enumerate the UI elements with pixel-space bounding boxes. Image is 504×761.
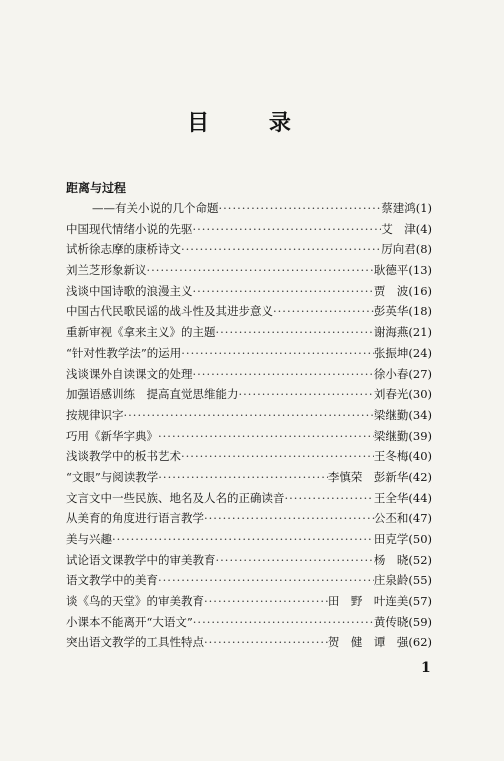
dot-leader xyxy=(158,426,374,447)
entry-page: (4) xyxy=(415,221,432,236)
entry-author: 贺 健 谭 强 xyxy=(327,635,409,650)
entry-title: 巧用《新华字典》 xyxy=(66,428,158,443)
entry-page: (52) xyxy=(408,552,432,567)
dot-leader xyxy=(193,364,374,385)
entry-title: 谈《鸟的天堂》的审美教育 xyxy=(66,594,204,609)
entry-author: 张振坤 xyxy=(373,345,409,360)
entry-title: 浅谈课外自读课文的处理 xyxy=(66,366,193,381)
dot-leader xyxy=(124,405,374,426)
entry-page: (62) xyxy=(408,635,432,650)
toc-entry xyxy=(66,632,432,653)
toc-entry xyxy=(66,384,432,405)
dot-leader xyxy=(181,446,374,467)
entry-page: (1) xyxy=(415,201,432,215)
entry-page: (24) xyxy=(408,345,432,360)
entry-page: (44) xyxy=(408,490,432,505)
entry-page: (16) xyxy=(408,283,432,298)
entry-author: 田 野 叶连美 xyxy=(327,594,409,609)
entry-title: 重新审视《拿来主义》的主题 xyxy=(66,325,216,340)
page-number: 1 xyxy=(421,660,431,676)
entry-page: (13) xyxy=(408,263,432,278)
dot-leader xyxy=(158,570,374,591)
toc-entry xyxy=(66,446,432,467)
entry-author: 黄传晓 xyxy=(373,614,409,629)
dot-leader xyxy=(112,529,374,550)
entry-title: ——有关小说的几个命题 xyxy=(92,201,219,215)
toc-entry xyxy=(66,488,432,509)
entry-title: 从美育的角度进行语言教学 xyxy=(66,511,204,526)
entry-page: (57) xyxy=(408,594,432,609)
entry-title: 中国现代情绪小说的先驱 xyxy=(66,221,193,236)
toc-entry xyxy=(66,301,432,322)
entry-title: 按规律识字 xyxy=(66,407,124,422)
page-title: 目 录 xyxy=(187,110,317,136)
entry-title: 浅谈中国诗歌的浪漫主义 xyxy=(66,283,193,298)
dot-leader xyxy=(204,632,328,653)
toc-entry xyxy=(66,239,432,260)
dot-leader xyxy=(204,508,374,529)
toc-entry xyxy=(66,260,432,281)
toc-entry xyxy=(66,612,432,633)
entry-author: 杨 晓 xyxy=(373,552,409,567)
toc-entry xyxy=(66,343,432,364)
toc-entry xyxy=(66,570,432,591)
entry-title: 突出语文教学的工具性特点 xyxy=(66,635,204,650)
dot-leader xyxy=(204,591,328,612)
entry-title: 文言文中一些民族、地名及人名的正确读音 xyxy=(66,490,285,505)
dot-leader xyxy=(147,260,374,281)
dot-leader xyxy=(193,281,374,302)
entry-title: 语文教学中的美育 xyxy=(66,573,158,588)
entry-title: 美与兴趣 xyxy=(66,532,112,546)
entry-page: (8) xyxy=(415,242,432,257)
entry-author: 彭英华 xyxy=(373,304,409,319)
dot-leader xyxy=(285,488,374,509)
entry-title: 浅谈教学中的板书艺术 xyxy=(66,449,181,464)
entry-author: 徐小春 xyxy=(373,366,409,381)
entry-author: 庄泉龄 xyxy=(373,573,409,588)
dot-leader xyxy=(216,550,374,571)
table-of-contents xyxy=(66,178,432,653)
entry-author: 公丕和 xyxy=(373,511,409,526)
entry-author: 王全华 xyxy=(373,490,409,505)
entry-author: 田克学 xyxy=(373,532,409,546)
toc-entry xyxy=(66,550,432,571)
dot-leader xyxy=(181,343,374,364)
dot-leader xyxy=(219,198,382,219)
entry-page: (42) xyxy=(408,469,432,484)
entry-title: 小课本不能离开“大语文” xyxy=(66,614,193,629)
entry-page: (59) xyxy=(408,614,432,629)
entry-page: (55) xyxy=(408,573,432,588)
entry-page: (27) xyxy=(408,366,432,381)
dot-leader xyxy=(193,612,374,633)
entry-page: (47) xyxy=(408,511,432,526)
dot-leader xyxy=(158,467,328,488)
entry-author: 耿德平 xyxy=(373,263,409,278)
toc-entry xyxy=(66,508,432,529)
entry-page: (30) xyxy=(408,387,432,402)
toc-entry xyxy=(66,281,432,302)
dot-leader xyxy=(239,384,374,405)
entry-author: 梁继勤 xyxy=(373,407,409,422)
entry-author: 厉向君 xyxy=(381,242,416,257)
entry-title: 试析徐志摩的康桥诗文 xyxy=(66,242,181,257)
dot-leader xyxy=(273,301,374,322)
toc-list xyxy=(66,198,432,653)
entry-author: 梁继勤 xyxy=(373,428,409,443)
toc-entry xyxy=(66,219,432,240)
entry-page: (50) xyxy=(408,532,432,546)
entry-author: 李慎荣 彭新华 xyxy=(327,469,409,484)
entry-page: (34) xyxy=(408,407,432,422)
entry-author: 蔡建鸿 xyxy=(381,201,416,215)
entry-title: 试论语文课教学中的审美教育 xyxy=(66,552,216,567)
toc-entry xyxy=(66,529,432,550)
dot-leader xyxy=(193,219,382,240)
toc-entry xyxy=(66,364,432,385)
entry-page: (18) xyxy=(408,304,432,319)
entry-author: 谢海燕 xyxy=(373,325,409,340)
section-heading: 距离与过程 xyxy=(66,181,127,195)
toc-entry xyxy=(66,405,432,426)
entry-author: 王冬梅 xyxy=(373,449,409,464)
entry-title: 加强语感训练 提高直觉思维能力 xyxy=(66,387,239,402)
entry-title: “文眼”与阅读教学 xyxy=(66,469,159,484)
entry-title: 中国古代民歌民谣的战斗性及其进步意义 xyxy=(66,304,273,319)
entry-page: (39) xyxy=(408,428,432,443)
entry-title: “针对性教学法”的运用 xyxy=(66,345,182,360)
toc-entry xyxy=(66,467,432,488)
entry-page: (40) xyxy=(408,449,432,464)
toc-entry xyxy=(66,322,432,343)
entry-author: 艾 津 xyxy=(381,221,416,236)
toc-entry xyxy=(66,426,432,447)
dot-leader xyxy=(216,322,374,343)
entry-page: (21) xyxy=(408,325,432,340)
toc-entry xyxy=(66,198,432,219)
toc-entry xyxy=(66,591,432,612)
entry-author: 贾 波 xyxy=(373,283,409,298)
entry-title: 刘兰芝形象新议 xyxy=(66,263,147,278)
entry-author: 刘春光 xyxy=(373,387,409,402)
dot-leader xyxy=(181,239,381,260)
